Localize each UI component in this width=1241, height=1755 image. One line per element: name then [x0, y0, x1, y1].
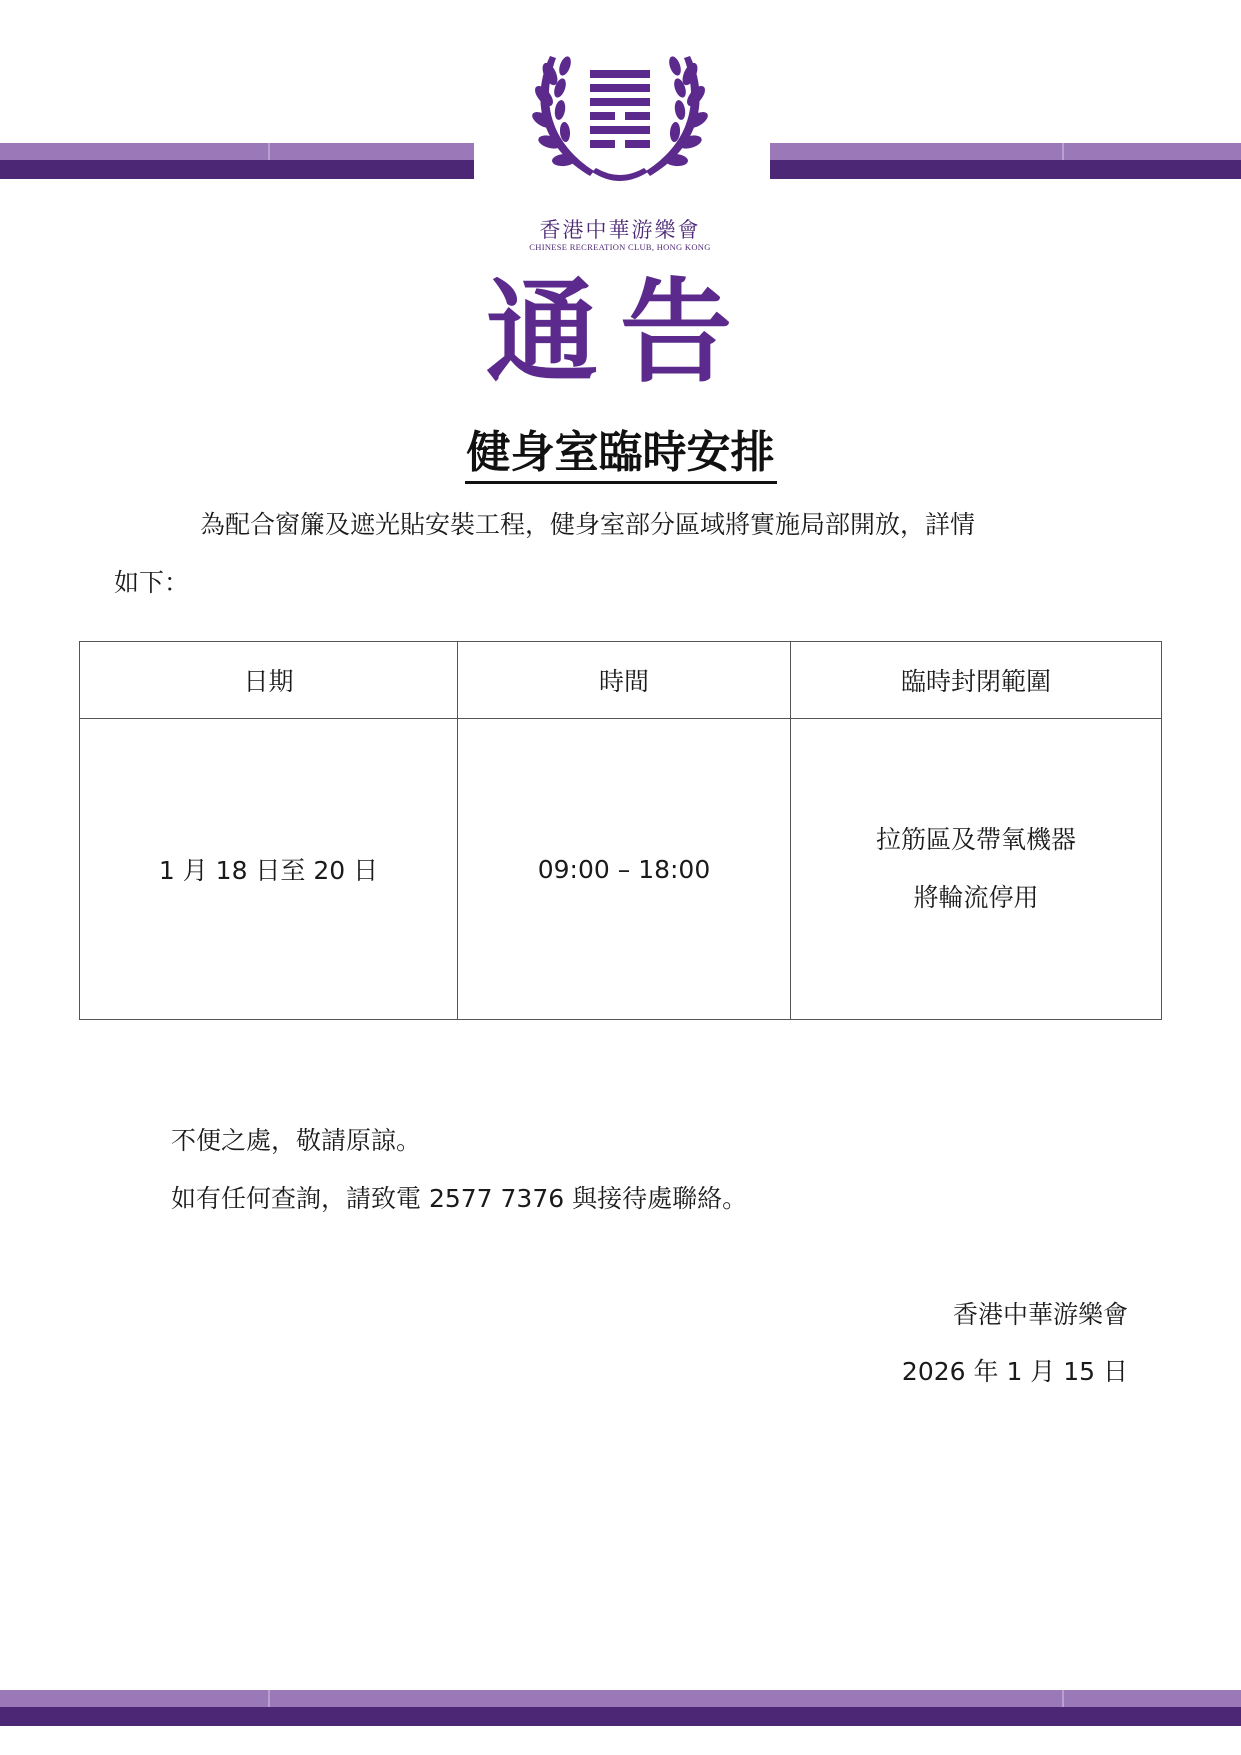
table-header-time: 時間 — [458, 642, 791, 719]
club-name-english: CHINESE RECREATION CLUB, HONG KONG — [529, 242, 711, 252]
table-header-scope: 臨時封閉範圍 — [791, 642, 1162, 719]
intro-paragraph-line-1: 為配合窗簾及遮光貼安裝工程，健身室部分區域將實施局部開放，詳情 — [200, 510, 976, 539]
table-header-date: 日期 — [80, 642, 458, 719]
notice-subject — [0, 428, 1241, 484]
header-band-left — [0, 143, 474, 179]
intro-paragraph-line-2: 如下： — [114, 568, 190, 597]
apology-text: 不便之處，敬請原諒。 — [171, 1126, 422, 1155]
scope-line-1: 拉筋區及帶氧機器 — [875, 825, 1076, 854]
table-row — [80, 719, 1162, 1020]
scope-line-2: 將輪流停用 — [913, 883, 1039, 912]
notice-subject-text: 健身室臨時安排 — [465, 428, 777, 484]
signature-organization: 香港中華游樂會 — [952, 1300, 1128, 1329]
signature-date: 2026 年 1 月 15 日 — [901, 1357, 1128, 1386]
footer-band — [0, 1690, 1241, 1726]
enquiry-text: 如有任何查詢，請致電 2577 7376 與接待處聯絡。 — [171, 1184, 748, 1213]
notice-title: 通告 — [486, 268, 754, 398]
club-logo-icon — [530, 44, 710, 194]
cell-scope — [791, 719, 1162, 1020]
cell-time: 09:00 – 18:00 — [458, 719, 791, 1020]
table-header-row — [80, 642, 1162, 719]
schedule-table — [79, 641, 1162, 1020]
club-name-chinese: 香港中華游樂會 — [539, 218, 701, 242]
header-band-right — [770, 143, 1241, 179]
cell-date: 1 月 18 日至 20 日 — [80, 719, 458, 1020]
